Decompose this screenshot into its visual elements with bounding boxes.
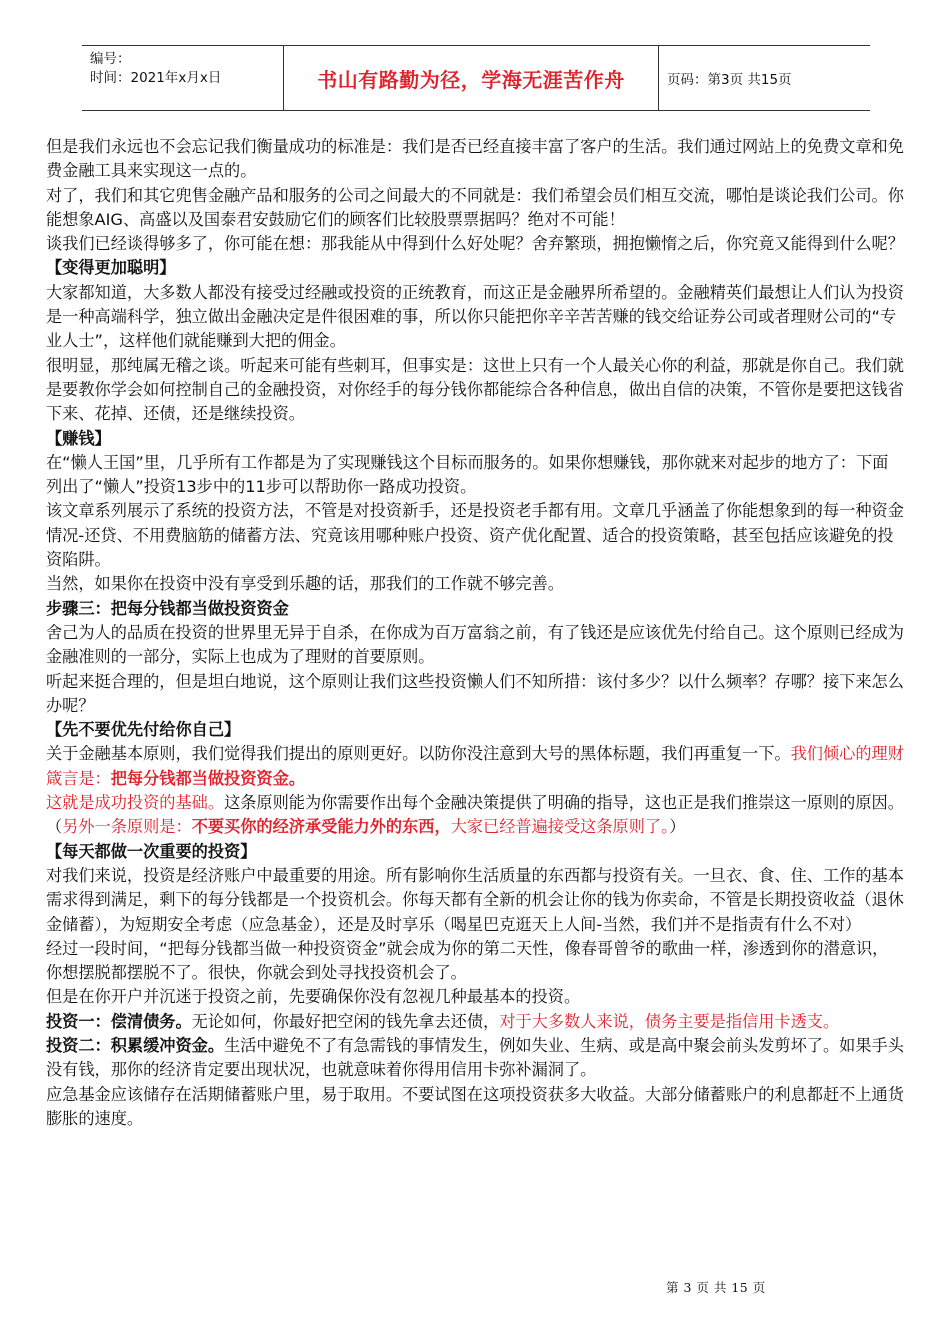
paragraph: [46, 354, 904, 427]
text-run: 关于金融基本原则，我们觉得我们提出的原则更好。以防你没注意到大号的黑体标题，我们再重复一下。: [46, 744, 791, 764]
text-run: 谈我们已经谈得够多了，你可能在想：那我能从中得到什么好处呢？舍弃繁琐，拥抱懒惰之后，你究竟又能得到什么呢？: [46, 234, 904, 254]
paragraph: [46, 864, 904, 937]
header-motto: 书山有路勤为径，学海无涯苦作舟: [284, 46, 659, 110]
text-run: 在“懒人王国”里，几乎所有工作都是为了实现赚钱这个目标而服务的。如果你想赚钱，那你就来对起步的地方了：下面列出了“懒人”投资13步中的11步可以帮助你一路成功投资。: [46, 452, 889, 497]
text-run: 该文章系列展示了系统的投资方法，不管是对投资新手，还是投资老手都有用。文章几乎涵盖了你能想象到的每一种资金情况-还贷、不用费脑筋的储蓄方法、究竟该用哪种账户投资、资产优化配置、适合的投资策略，甚至包括应该避免的投资陷阱。: [46, 501, 904, 570]
text-run: 生活中避免不了有急需钱的事情发生，例如失业、生病、或是高中聚会前头发剪坏了。如果手头没有钱，那你的经济肯定要出现状况，也就意味着你得用信用卡弥补漏洞了。: [46, 1035, 904, 1080]
text-run: 听起来挺合理的，但是坦白地说，这个原则让我们这些投资懒人们不知所措：该付多少？以什么频率？存哪？接下来怎么办呢？: [46, 671, 904, 715]
text-run: 对了，我们和其它兜售金融产品和服务的公司之间最大的不同就是：我们希望会员们相互交流，哪怕是谈论我们公司。你能想象AIG、高盛以及国泰君安鼓励它们的顾客们比较股票票据吗？绝对不可能！: [46, 185, 904, 229]
paragraph: [46, 1083, 904, 1132]
text-run: 无论如何，你最好把空闲的钱先拿去还债，: [191, 1011, 500, 1031]
text-run: 我们倾心的理财箴言是：: [46, 744, 904, 788]
paragraph: [46, 281, 904, 354]
text-run: 舍己为人的品质在投资的世界里无异于自杀，在你成为百万富翁之前，有了钱还是应该优先付给自己。这个原则已经成为金融准则的一部分，实际上也成为了理财的首要原则。: [46, 622, 904, 667]
text-run: ）: [669, 817, 686, 837]
text-run: 对于大多数人来说，债务主要是指信用卡透支。: [499, 1011, 840, 1031]
paragraph: [46, 499, 904, 572]
paragraph: [46, 135, 904, 184]
text-run: 应急基金应该储存在活期储蓄账户里，易于取用。不要试图在这项投资获多大收益。大部分储蓄账户的利息都赶不上通货膨胀的速度。: [46, 1084, 904, 1128]
paragraph: [46, 718, 904, 742]
paragraph: [46, 451, 904, 500]
paragraph: [46, 427, 904, 451]
text-run: 【先不要优先付给你自己】: [46, 720, 241, 740]
text-run: 大家已经普遍接受这条原则了。: [450, 817, 670, 837]
paragraph: [46, 256, 904, 280]
page-header: [82, 45, 870, 111]
text-run: 很明显，那纯属无稽之谈。听起来可能有些刺耳，但事实是：这世上只有一个人最关心你的利益，那就是你自己。我们就是要教你学会如何控制自己的金融投资，对你经手的每分钱你都能综合各种信息，做出自信的决策，不管你是要把这钱省下来、花掉、还债，还是继续投资。: [46, 355, 904, 424]
paragraph: [46, 937, 904, 986]
paragraph: [46, 621, 904, 670]
header-meta: [82, 46, 284, 110]
page-footer: 第 3 页 共 15 页: [666, 1280, 766, 1295]
text-run: 【每天都做一次重要的投资】: [46, 841, 257, 861]
text-run: 但是在你开户并沉迷于投资之前，先要确保你没有忽视几种最基本的投资。: [46, 987, 581, 1007]
paragraph: [46, 742, 904, 791]
paragraph: [46, 572, 904, 596]
paragraph: [46, 597, 904, 621]
text-run: 投资一：偿清债务。: [46, 1011, 192, 1031]
time-label: 时间：2021年x月x日: [90, 70, 222, 86]
number-label: 编号：: [90, 51, 131, 67]
text-run: 【赚钱】: [46, 428, 111, 448]
paragraph: [46, 1034, 904, 1083]
text-run: 对我们来说，投资是经济账户中最重要的用途。所有影响你生活质量的东西都与投资有关。一旦衣、食、住、工作的基本需求得到满足，剩下的每分钱都是一个投资机会。你每天都有全新的机会让你的钱为你卖命，不管是长期投资收益（退休金储蓄），为短期安全考虑（应急基金），还是及时享乐（喝星巴克逛天上人间-当然，我们并不是指责有什么不对）: [46, 865, 904, 934]
text-run: 这就是成功投资的基础。: [46, 793, 225, 813]
text-run: 把每分钱都当做投资资金。: [110, 768, 305, 788]
header-page-label: 页码：第3页 共15页: [667, 72, 792, 88]
paragraph: [46, 840, 904, 864]
paragraph: [46, 1010, 904, 1034]
text-run: 大家都知道，大多数人都没有接受过经融或投资的正统教育，而这正是金融界所希望的。金融精英们最想让人们认为投资是一种高端科学，独立做出金融决定是件很困难的事，所以你只能把你辛辛苦苦赚的钱交给证券公司或者理财公司的“专业人士”，这样他们就能赚到大把的佣金。: [46, 282, 904, 351]
text-run: 经过一段时间，“把每分钱都当做一种投资资金”就会成为你的第二天性，像春哥曾爷的歌曲一样，渗透到你的潜意识，你想摆脱都摆脱不了。很快，你就会到处寻找投资机会了。: [46, 938, 889, 983]
paragraph: [46, 184, 904, 233]
document-body: [46, 135, 904, 1131]
paragraph: [46, 670, 904, 719]
text-run: 不要买你的经济承受能力外的东西，: [191, 817, 451, 837]
text-run: 投资二：积累缓冲资金。: [46, 1035, 225, 1055]
text-run: 【变得更加聪明】: [46, 258, 176, 278]
paragraph: [46, 791, 904, 840]
paragraph: [46, 232, 904, 256]
paragraph: [46, 985, 904, 1009]
text-run: 另外一条原则是：: [62, 817, 192, 837]
text-run: 当然，如果你在投资中没有享受到乐趣的话，那我们的工作就不够完善。: [46, 574, 564, 594]
text-run: 但是我们永远也不会忘记我们衡量成功的标准是：我们是否已经直接丰富了客户的生活。我们通过网站上的免费文章和免费金融工具来实现这一点的。: [46, 137, 904, 181]
text-run: 步骤三：把每分钱都当做投资资金: [46, 598, 289, 618]
text-run: 这条原则能为你需要作出每个金融决策提供了明确的指导，这也正是我们推崇这一原则的原因。（: [46, 793, 904, 837]
